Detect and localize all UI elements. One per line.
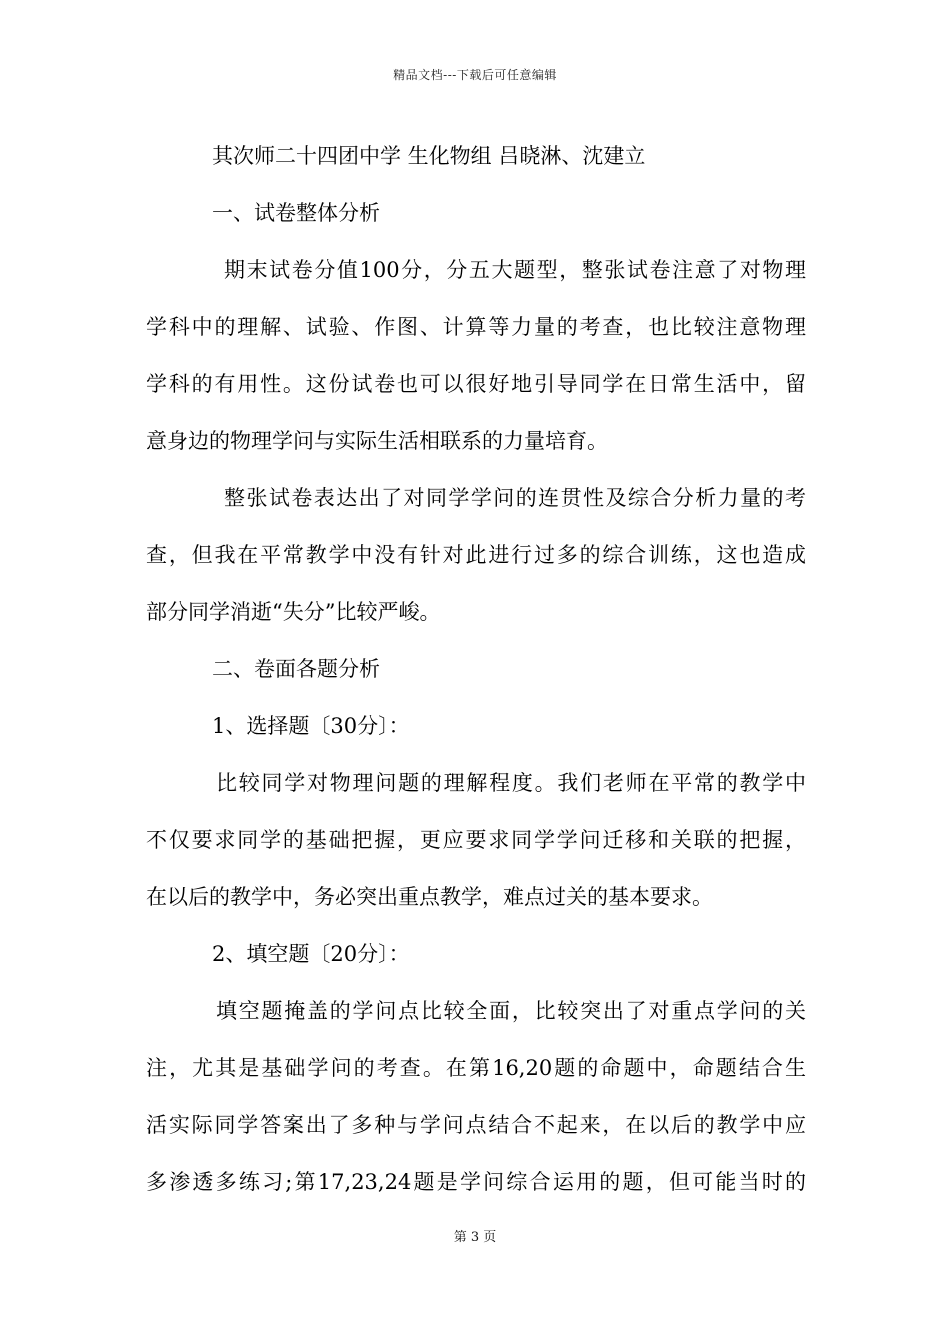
paragraph-2-line-2: 查，但我在平常教学中没有针对此进行过多的综合训练，这也造成 xyxy=(146,543,806,567)
paragraph-4-line-2: 注，尤其是基础学问的考查。在第16,20题的命题中，命题结合生 xyxy=(146,1056,806,1080)
paragraph-3-line-2: 不仅要求同学的基础把握，更应要求同学学问迁移和关联的把握， xyxy=(146,828,806,852)
section-heading-1: 一、试卷整体分析 xyxy=(212,201,380,225)
paragraph-4-line-1: 填空题掩盖的学问点比较全面，比较突出了对重点学问的关 xyxy=(216,999,806,1023)
subsection-heading-fill: 2、填空题〔20分〕： xyxy=(212,942,410,966)
subsection-heading-choice: 1、选择题〔30分〕： xyxy=(212,714,410,738)
page-number: 第 3 页 xyxy=(453,1230,497,1245)
section-heading-2: 二、卷面各题分析 xyxy=(212,657,380,681)
paragraph-2-line-1: 整张试卷表达出了对同学学问的连贯性及综合分析力量的考 xyxy=(224,486,806,510)
paragraph-2-line-3: 部分同学消逝“失分”比较严峻。 xyxy=(146,600,441,624)
paragraph-1-line-2: 学科中的理解、试验、作图、计算等力量的考查，也比较注意物理 xyxy=(146,315,806,339)
document-body xyxy=(146,128,806,1211)
paragraph-1-line-1: 期末试卷分值100分，分五大题型，整张试卷注意了对物理 xyxy=(224,258,806,282)
paragraph-4-line-3: 活实际同学答案出了多种与学问点结合不起来，在以后的教学中应 xyxy=(146,1113,806,1137)
paragraph-3-line-1: 比较同学对物理问题的理解程度。我们老师在平常的教学中 xyxy=(216,771,806,795)
page-header: 精品文档---下载后可任意编辑 xyxy=(393,68,557,82)
author-line: 其次师二十四团中学 生化物组 吕晓淋、沈建立 xyxy=(212,144,646,168)
paragraph-4-line-4: 多渗透多练习;第17,23,24题是学问综合运用的题，但可能当时的 xyxy=(146,1170,806,1194)
paragraph-3-line-3: 在以后的教学中，务必突出重点教学，难点过关的基本要求。 xyxy=(146,885,713,909)
paragraph-1-line-4: 意身边的物理学问与实际生活相联系的力量培育。 xyxy=(146,429,608,453)
paragraph-1-line-3: 学科的有用性。这份试卷也可以很好地引导同学在日常生活中，留 xyxy=(146,372,806,396)
